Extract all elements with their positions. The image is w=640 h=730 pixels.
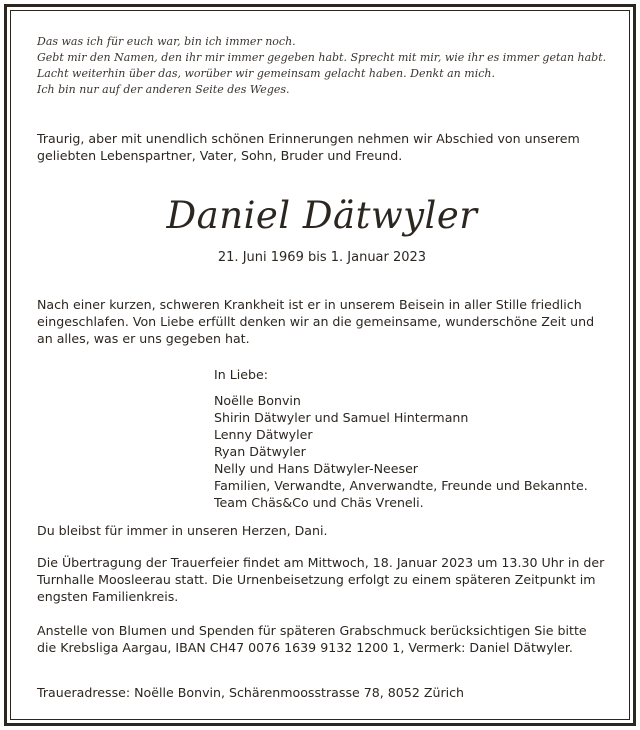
- mourner-name: Familien, Verwandte, Anverwandte, Freunde und Bekannte.: [214, 478, 588, 493]
- mourning-address: Traueradresse: Noëlle Bonvin, Schärenmoosstrasse 78, 8052 Zürich: [37, 685, 465, 700]
- illness-text: Nach einer kurzen, schweren Krankheit ist er in unserem Beisein in aller Stille friedlich eingeschlafen. Von Liebe erfüllt denken wir an die gemeinsame, wunderschöne Zeit und an alles, was er uns gegeben hat.: [37, 297, 595, 346]
- mourners-list: [214, 366, 614, 511]
- mourner-name: Nelly und Hans Dätwyler-Neeser: [214, 461, 418, 476]
- motto-poem: [37, 34, 607, 98]
- motto-line: Das was ich für euch war, bin ich immer noch.: [37, 35, 296, 48]
- funeral-info: Die Übertragung der Trauerfeier findet am Mittwoch, 18. Januar 2023 um 13.30 Uhr in der Turnhalle Moosleerau statt. Die Urnenbeisetzung erfolgt zu einem späteren Zeitpunkt im engsten Familienkreis.: [37, 555, 605, 604]
- mourner-name: Team Chäs&Co und Chäs Vreneli.: [214, 495, 424, 510]
- mourner-name: Shirin Dätwyler und Samuel Hintermann: [214, 410, 469, 425]
- intro-text: Traurig, aber mit unendlich schönen Erinnerungen nehmen wir Abschied von unserem geliebten Lebenspartner, Vater, Sohn, Bruder und Freund.: [37, 131, 580, 163]
- motto-line: Ich bin nur auf der anderen Seite des Weges.: [37, 83, 290, 96]
- mourners-heading: In Liebe:: [214, 367, 268, 382]
- obituary-content: [37, 34, 607, 700]
- mourner-name: Noëlle Bonvin: [214, 393, 301, 408]
- motto-line: Lacht weiterhin über das, worüber wir gemeinsam gelacht haben. Denkt an mich.: [37, 67, 495, 80]
- inner-border: [10, 10, 630, 720]
- farewell-line: Du bleibst für immer in unseren Herzen, Dani.: [37, 523, 328, 538]
- motto-line: Gebt mir den Namen, den ihr mir immer gegeben habt. Sprecht mit mir, wie ihr es immer getan habt.: [37, 51, 607, 64]
- deceased-name: Daniel Dätwyler: [166, 194, 478, 237]
- donation-info: Anstelle von Blumen und Spenden für späteren Grabschmuck berücksichtigen Sie bitte die Krebsliga Aargau, IBAN CH47 0076 1639 9132 1200 1, Vermerk: Daniel Dätwyler.: [37, 623, 587, 655]
- mourner-name: Lenny Dätwyler: [214, 427, 313, 442]
- mourner-name: Ryan Dätwyler: [214, 444, 306, 459]
- life-dates: 21. Juni 1969 bis 1. Januar 2023: [217, 250, 427, 265]
